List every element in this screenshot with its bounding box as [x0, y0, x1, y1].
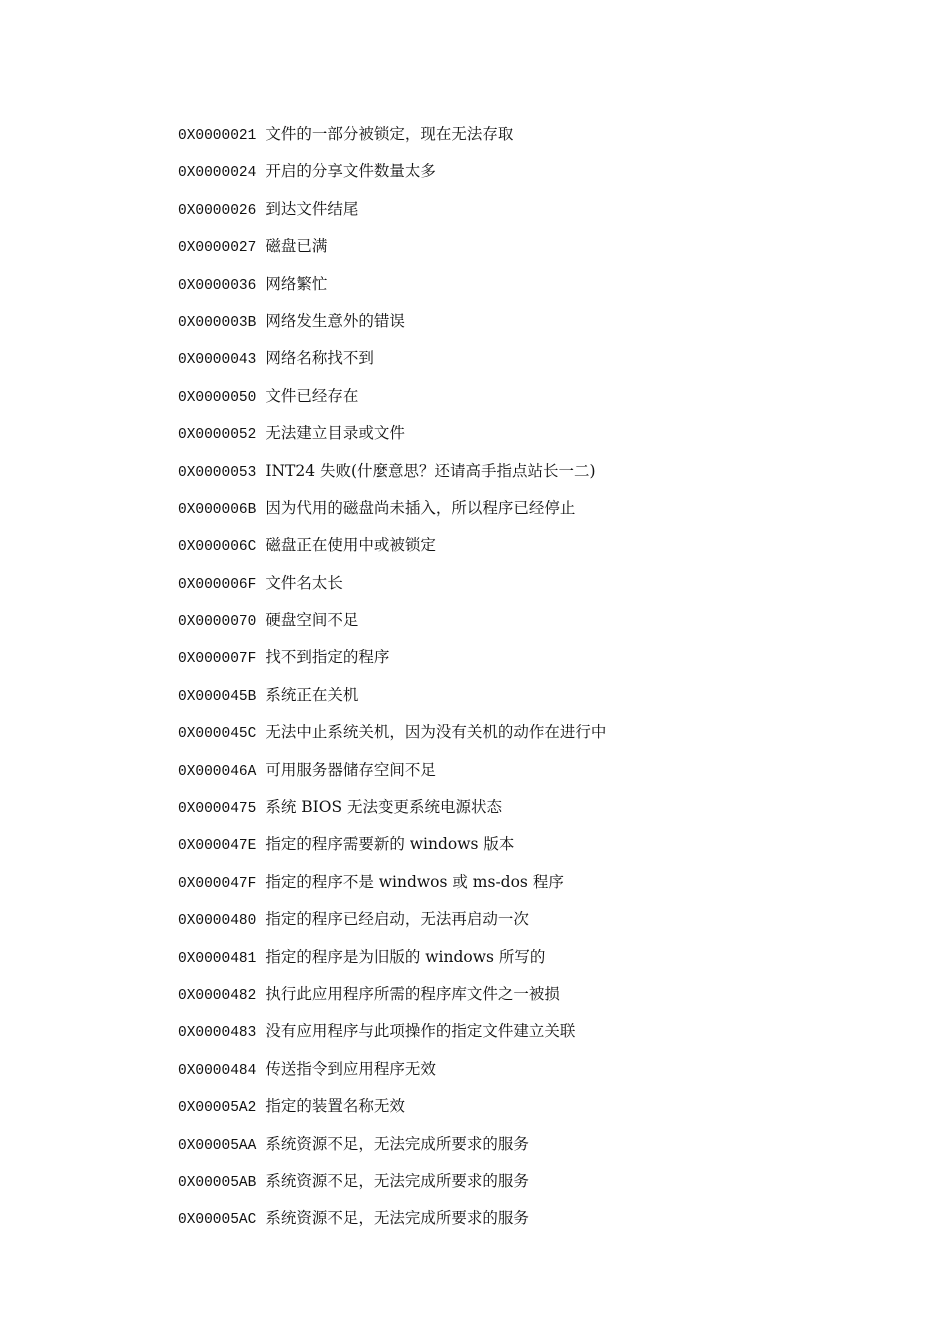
error-code-entry — [178, 234, 878, 271]
error-code: 0X0000070 — [178, 614, 257, 631]
error-description: 开启的分享文件数量太多 — [265, 162, 436, 181]
error-description: 文件已经存在 — [265, 386, 359, 405]
error-description: 硬盘空间不足 — [265, 611, 359, 630]
error-code: 0X0000027 — [178, 240, 257, 257]
error-description: INT24 失败(什麼意思？还请高手指点站长一二) — [265, 461, 596, 480]
error-code: 0X0000026 — [178, 202, 257, 219]
error-code-entry — [178, 758, 878, 795]
error-description: 无法中止系统关机，因为没有关机的动作在进行中 — [265, 723, 607, 742]
error-code: 0X0000043 — [178, 352, 257, 369]
error-code-entry — [178, 496, 878, 533]
error-code-entry — [178, 608, 878, 645]
error-code: 0X0000036 — [178, 277, 257, 294]
error-description: 指定的程序不是 windwos 或 ms-dos 程序 — [265, 872, 564, 891]
error-code-entry — [178, 945, 878, 982]
error-code: 0X0000484 — [178, 1062, 257, 1079]
error-code: 0X0000483 — [178, 1025, 257, 1042]
error-description: 找不到指定的程序 — [265, 648, 390, 667]
error-description: 系统资源不足，无法完成所要求的服务 — [265, 1171, 529, 1190]
error-description: 到达文件结尾 — [265, 199, 359, 218]
error-description: 可用服务器储存空间不足 — [265, 760, 436, 779]
error-description: 网络发生意外的错误 — [265, 311, 405, 330]
error-code-entry — [178, 907, 878, 944]
error-description: 没有应用程序与此项操作的指定文件建立关联 — [265, 1022, 576, 1041]
error-code: 0X0000481 — [178, 950, 257, 967]
error-code: 0X0000482 — [178, 987, 257, 1004]
error-code: 0X0000480 — [178, 913, 257, 930]
error-code: 0X0000021 — [178, 128, 257, 144]
error-code: 0X000003B — [178, 314, 257, 331]
error-code-entry — [178, 159, 878, 196]
error-code-entry — [178, 459, 878, 496]
error-code-entry — [178, 346, 878, 383]
error-code-entry — [178, 1206, 878, 1243]
error-description: 磁盘正在使用中或被锁定 — [265, 536, 436, 555]
error-code-list — [178, 122, 878, 1244]
error-code-entry — [178, 795, 878, 832]
error-description: 系统 BIOS 无法变更系统电源状态 — [265, 798, 503, 817]
error-description: 系统资源不足，无法完成所要求的服务 — [265, 1209, 529, 1228]
error-code-entry — [178, 645, 878, 682]
error-code-entry — [178, 1132, 878, 1169]
error-description: 系统资源不足，无法完成所要求的服务 — [265, 1134, 529, 1153]
error-code-entry — [178, 309, 878, 346]
error-code: 0X0000053 — [178, 464, 257, 481]
error-description: 文件的一部分被锁定，现在无法存取 — [265, 125, 514, 143]
error-code-entry — [178, 1019, 878, 1056]
error-description: 指定的程序是为旧版的 windows 所写的 — [265, 947, 546, 966]
error-code: 0X00005AB — [178, 1174, 257, 1191]
error-code-entry — [178, 683, 878, 720]
error-code: 0X00005A2 — [178, 1100, 257, 1117]
error-code: 0X000006F — [178, 576, 257, 593]
error-description: 系统正在关机 — [265, 685, 359, 704]
error-code: 0X0000050 — [178, 389, 257, 406]
error-description: 文件名太长 — [265, 573, 343, 592]
error-code-entry — [178, 982, 878, 1019]
error-code-entry — [178, 421, 878, 458]
error-code: 0X000047F — [178, 875, 257, 892]
error-code-entry — [178, 1057, 878, 1094]
error-code: 0X0000475 — [178, 801, 257, 818]
error-code: 0X000047E — [178, 838, 257, 855]
error-code: 0X000045C — [178, 726, 257, 743]
error-description: 磁盘已满 — [265, 237, 328, 256]
error-code: 0X0000024 — [178, 165, 257, 182]
error-code-entry — [178, 832, 878, 869]
error-code: 0X000045B — [178, 688, 257, 705]
error-code-entry — [178, 384, 878, 421]
error-code-entry — [178, 122, 878, 159]
error-code: 0X000007F — [178, 651, 257, 668]
error-description: 网络名称找不到 — [265, 349, 374, 368]
error-code: 0X000046A — [178, 763, 257, 780]
error-code-entry — [178, 533, 878, 570]
error-code: 0X000006B — [178, 501, 257, 518]
error-description: 因为代用的磁盘尚未插入，所以程序已经停止 — [265, 498, 576, 517]
error-code-entry — [178, 571, 878, 608]
error-code-entry — [178, 1169, 878, 1206]
error-description: 指定的程序已经启动，无法再启动一次 — [265, 910, 529, 929]
error-description: 指定的装置名称无效 — [265, 1097, 405, 1116]
error-code-entry — [178, 720, 878, 757]
error-description: 无法建立目录或文件 — [265, 424, 405, 443]
error-description: 网络繁忙 — [265, 274, 328, 293]
error-code: 0X0000052 — [178, 427, 257, 444]
error-description: 执行此应用程序所需的程序库文件之一被损 — [265, 984, 560, 1003]
error-code: 0X00005AA — [178, 1137, 257, 1154]
error-code-entry — [178, 197, 878, 234]
error-code-entry — [178, 1094, 878, 1131]
error-description: 指定的程序需要新的 windows 版本 — [265, 835, 515, 854]
error-code-entry — [178, 272, 878, 309]
error-description: 传送指令到应用程序无效 — [265, 1059, 436, 1078]
error-code: 0X00005AC — [178, 1212, 257, 1229]
error-code-entry — [178, 870, 878, 907]
error-code: 0X000006C — [178, 539, 257, 556]
